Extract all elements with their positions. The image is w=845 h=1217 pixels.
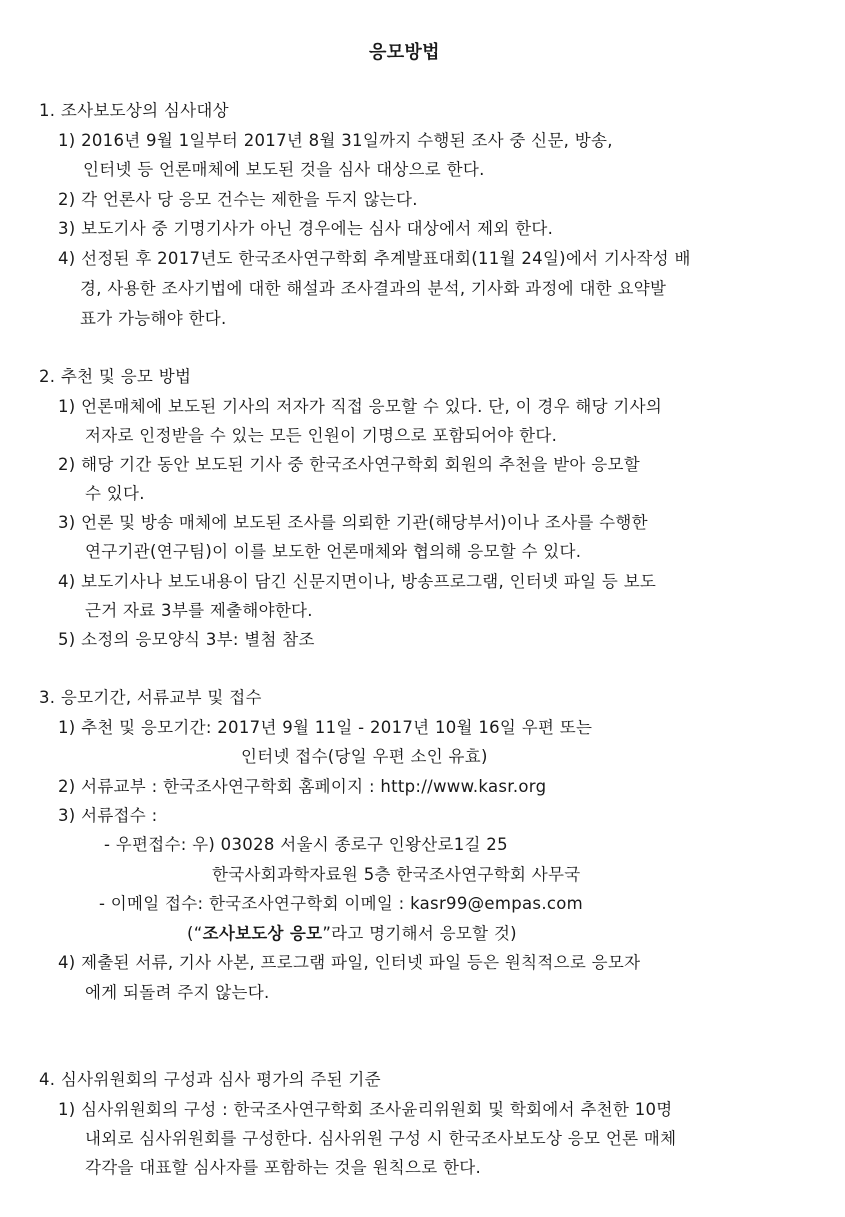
note-close: ”라고 명기해서 응모할 것) [322, 924, 517, 943]
section-2-item-3-line-1: 3) 언론 및 방송 매체에 보도된 조사를 의뢰한 기관(해당부서)이나 조사를 수행한 [58, 513, 648, 532]
section-2-item-1-line-2: 저자로 인정받을 수 있는 모든 인원이 기명으로 포함되어야 한다. [85, 426, 558, 445]
section-2-item-2-line-2: 수 있다. [85, 484, 145, 503]
section-4-item-1-line-1: 1) 심사위원회의 구성 : 한국조사연구학회 조사윤리위원회 및 학회에서 추천한 10명 [58, 1100, 673, 1119]
section-1-item-1-line-1: 1) 2016년 9월 1일부터 2017년 8월 31일까지 수행된 조사 중 신문, 방송, [58, 131, 613, 150]
section-3-item-3: 3) 서류접수 : [58, 806, 158, 825]
note-bold-text: 조사보도상 응모 [202, 924, 323, 943]
section-3-heading: 3. 응모기간, 서류교부 및 접수 [39, 688, 262, 707]
section-4-item-1-line-2: 내외로 심사위원회를 구성한다. 심사위원 구성 시 한국조사보도상 응모 언론 매체 [85, 1129, 677, 1148]
section-2-item-4-line-2: 근거 자료 3부를 제출해야한다. [85, 601, 313, 620]
section-3-item-4-line-1: 4) 제출된 서류, 기사 사본, 프로그램 파일, 인터넷 파일 등은 원칙적으로 응모자 [58, 953, 641, 972]
section-1-item-4-line-2: 경, 사용한 조사기법에 대한 해설과 조사결과의 분석, 기사화 과정에 대한 요약발 [80, 279, 667, 298]
postal-submission-line-1: - 우편접수: 우) 03028 서울시 종로구 인왕산로1길 25 [104, 835, 508, 854]
section-4-item-1-line-3: 각각을 대표할 심사자를 포함하는 것을 원칙으로 한다. [85, 1158, 482, 1177]
section-3-item-1-line-1: 1) 추천 및 응모기간: 2017년 9월 11일 - 2017년 10월 16일 우편 또는 [58, 718, 593, 737]
section-1-item-1-line-2: 인터넷 등 언론매체에 보도된 것을 심사 대상으로 한다. [83, 160, 485, 179]
section-2-item-2-line-1: 2) 해당 기간 동안 보도된 기사 중 한국조사연구학회 회원의 추천을 받아 응모할 [58, 455, 640, 474]
submission-note [187, 924, 517, 944]
section-2-item-1-line-1: 1) 언론매체에 보도된 기사의 저자가 직접 응모할 수 있다. 단, 이 경우 해당 기사의 [58, 397, 663, 416]
section-1-item-4-line-3: 표가 가능해야 한다. [80, 309, 227, 328]
section-4-heading: 4. 심사위원회의 구성과 심사 평가의 주된 기준 [39, 1070, 381, 1089]
section-1-item-2: 2) 각 언론사 당 응모 건수는 제한을 두지 않는다. [58, 190, 418, 209]
section-3-item-2: 2) 서류교부 : 한국조사연구학회 홈페이지 : http://www.kasr.org [58, 777, 547, 796]
section-1-item-4-line-1: 4) 선정된 후 2017년도 한국조사연구학회 추계발표대회(11월 24일)에서 기사작성 배 [58, 249, 691, 268]
section-2-item-3-line-2: 연구기관(연구팀)이 이를 보도한 언론매체와 협의해 응모할 수 있다. [85, 542, 582, 561]
email-submission: - 이메일 접수: 한국조사연구학회 이메일 : kasr99@empas.com [99, 894, 584, 913]
section-1-item-3: 3) 보도기사 중 기명기사가 아닌 경우에는 심사 대상에서 제외 한다. [58, 219, 554, 238]
section-3-item-4-line-2: 에게 되돌려 주지 않는다. [85, 983, 270, 1002]
section-2-heading: 2. 추천 및 응모 방법 [39, 367, 192, 386]
note-open: (“ [187, 924, 203, 943]
postal-submission-line-2: 한국사회과학자료원 5층 한국조사연구학회 사무국 [212, 865, 581, 884]
section-3-item-1-line-2: 인터넷 접수(당일 우편 소인 유효) [241, 747, 488, 766]
page-title: 응모방법 [369, 42, 440, 63]
section-2-item-4-line-1: 4) 보도기사나 보도내용이 담긴 신문지면이나, 방송프로그램, 인터넷 파일 등 보도 [58, 572, 657, 591]
section-2-item-5: 5) 소정의 응모양식 3부: 별첨 참조 [58, 630, 315, 649]
section-1-heading: 1. 조사보도상의 심사대상 [39, 101, 229, 120]
